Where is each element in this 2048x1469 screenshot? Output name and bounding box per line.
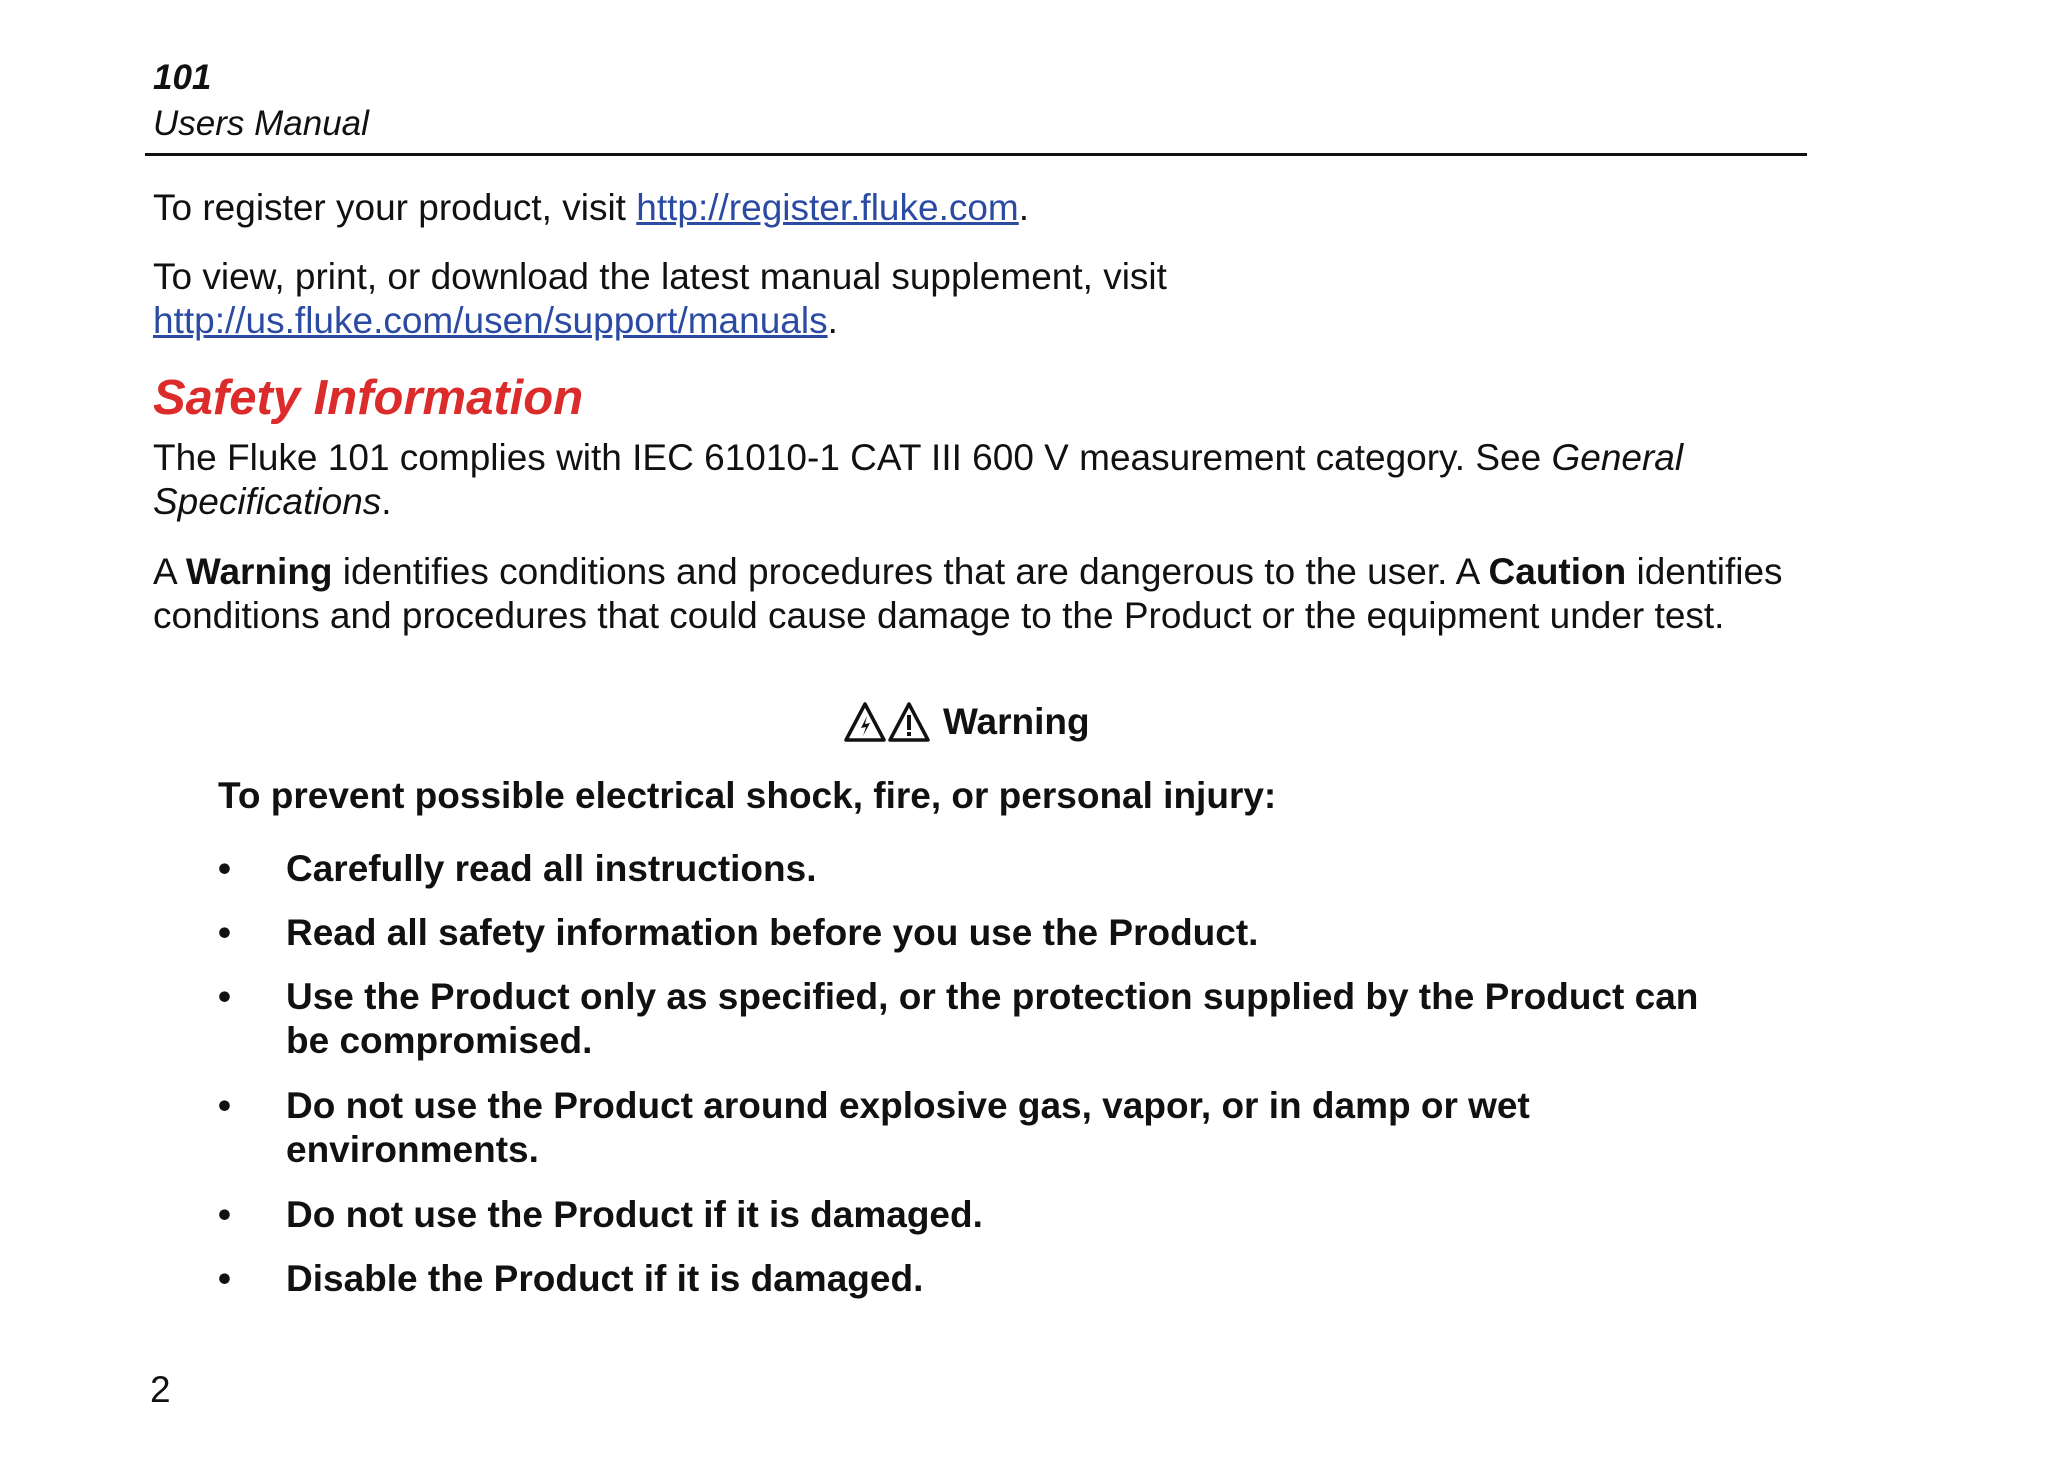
list-item [218, 911, 1778, 955]
supplement-end: . [827, 300, 838, 341]
compliance-paragraph [153, 436, 1813, 524]
register-link[interactable]: http://register.fluke.com [636, 187, 1019, 228]
bullet-marker: • [218, 1085, 231, 1126]
safety-information-heading: Safety Information [153, 371, 584, 425]
list-item [218, 1084, 1778, 1172]
register-end: . [1018, 187, 1030, 228]
bullet-marker: • [218, 1194, 231, 1235]
compliance-end: . [381, 481, 392, 522]
supplement-text: To view, print, or download the latest manual supplement, visit [153, 256, 1167, 297]
definition-caution-term: Caution [1488, 551, 1627, 592]
caution-triangle-icon [887, 701, 931, 743]
list-item [218, 847, 1778, 891]
bullet-marker: • [218, 912, 231, 953]
definition-prefix: A [153, 551, 186, 592]
supplement-link[interactable]: http://us.fluke.com/usen/support/manuals [153, 300, 828, 341]
manual-subtitle: Users Manual [153, 104, 369, 143]
bullet-marker: • [218, 976, 231, 1017]
list-item [218, 1257, 1778, 1301]
page-number: 2 [150, 1369, 171, 1410]
register-text: To register your product, visit [153, 187, 637, 228]
list-item-text: Do not use the Product if it is damaged. [286, 1194, 983, 1235]
bullet-marker: • [218, 848, 231, 889]
high-voltage-warning-icon [843, 701, 887, 743]
manual-model-number: 101 [153, 58, 212, 97]
header-divider [145, 153, 1807, 156]
list-item-text: Disable the Product if it is damaged. [286, 1258, 924, 1299]
warning-caution-definition [153, 550, 1793, 638]
definition-middle: identifies conditions and procedures that are dangerous to the user. A [332, 551, 1489, 592]
list-item [218, 975, 1778, 1063]
compliance-reference: General Specifications [153, 437, 1684, 522]
list-item-text: Use the Product only as specified, or the protection supplied by the Product can be compromised. [286, 976, 1699, 1061]
list-item-text: Read all safety information before you use the Product. [286, 912, 1259, 953]
definition-end: identifies conditions and procedures that could cause damage to the Product or the equipment under test. [153, 551, 1783, 636]
warning-heading [843, 697, 1090, 747]
list-item [218, 1193, 1778, 1237]
definition-warning-term: Warning [185, 551, 333, 592]
warning-label: Warning [943, 701, 1090, 742]
compliance-text: The Fluke 101 complies with IEC 61010-1 CAT III 600 V measurement category. See [153, 437, 1552, 478]
list-item-text: Do not use the Product around explosive gas, vapor, or in damp or wet environments. [286, 1085, 1530, 1170]
register-paragraph [153, 186, 1813, 230]
bullet-marker: • [218, 1258, 231, 1299]
supplement-paragraph [153, 255, 1813, 343]
list-item-text: Carefully read all instructions. [286, 848, 817, 889]
warning-intro: To prevent possible electrical shock, fire, or personal injury: [218, 775, 1277, 816]
